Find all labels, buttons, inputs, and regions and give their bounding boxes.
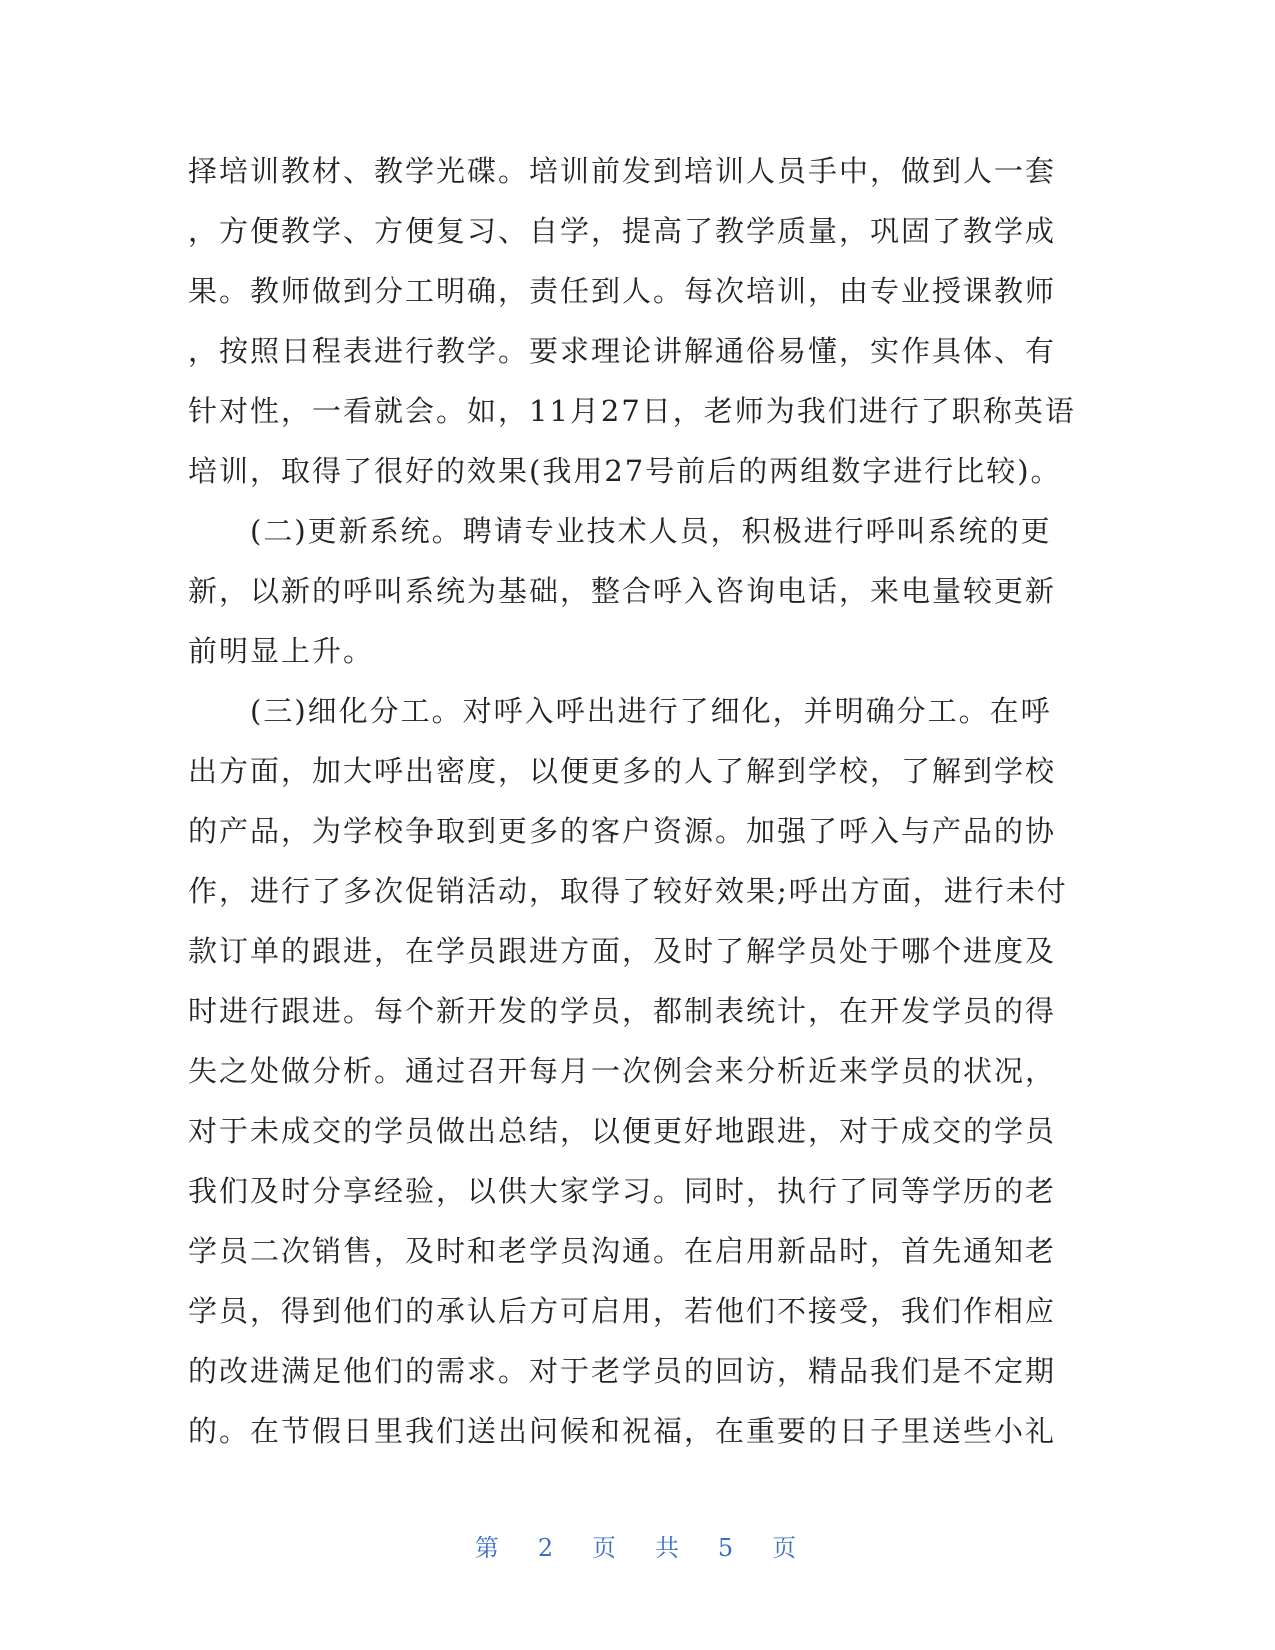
current-page-number: 2 bbox=[537, 1534, 558, 1562]
footer-page-unit: 页 bbox=[592, 1534, 621, 1562]
text-line: 择培训教材、教学光碟。培训前发到培训人员手中，做到人一套 bbox=[188, 154, 1057, 188]
text-line: 时进行跟进。每个新开发的学员，都制表统计，在开发学员的得 bbox=[188, 994, 1057, 1028]
text-line: 作，进行了多次促销活动，取得了较好效果;呼出方面，进行未付 bbox=[188, 874, 1068, 908]
total-pages-number: 5 bbox=[717, 1534, 738, 1562]
text-line: 对于未成交的学员做出总结，以便更好地跟进，对于成交的学员 bbox=[188, 1114, 1057, 1148]
text-line: 的。在节假日里我们送出问候和祝福，在重要的日子里送些小礼 bbox=[188, 1414, 1057, 1448]
footer-suffix: 页 bbox=[772, 1534, 801, 1562]
text-line: 款订单的跟进，在学员跟进方面，及时了解学员处于哪个进度及 bbox=[188, 934, 1057, 968]
text-line: 学员，得到他们的承认后方可启用，若他们不接受，我们作相应 bbox=[188, 1294, 1057, 1328]
text-line: 培训，取得了很好的效果(我用27号前后的两组数字进行比较)。 bbox=[188, 454, 1062, 488]
page-footer bbox=[0, 1528, 1275, 1563]
text-line: 我们及时分享经验，以供大家学习。同时，执行了同等学历的老 bbox=[188, 1174, 1057, 1208]
text-line: 出方面，加大呼出密度，以便更多的人了解到学校，了解到学校 bbox=[188, 754, 1057, 788]
text-line: 失之处做分析。通过召开每月一次例会来分析近来学员的状况， bbox=[188, 1054, 1057, 1088]
text-line: 前明显上升。 bbox=[188, 634, 375, 668]
footer-total-word: 共 bbox=[654, 1534, 683, 1562]
body-text bbox=[188, 141, 1076, 1461]
footer-prefix: 第 bbox=[474, 1534, 503, 1562]
text-line: 学员二次销售，及时和老学员沟通。在启用新品时，首先通知老 bbox=[188, 1234, 1057, 1268]
text-line: (二)更新系统。聘请专业技术人员，积极进行呼叫系统的更 bbox=[188, 514, 1052, 548]
text-line: 果。教师做到分工明确，责任到人。每次培训，由专业授课教师 bbox=[188, 274, 1057, 308]
text-line: ，按照日程表进行教学。要求理论讲解通俗易懂，实作具体、有 bbox=[188, 334, 1057, 368]
text-line: 针对性，一看就会。如，11月27日，老师为我们进行了职称英语 bbox=[188, 394, 1076, 428]
text-line: 的改进满足他们的需求。对于老学员的回访，精品我们是不定期 bbox=[188, 1354, 1057, 1388]
text-line: 新，以新的呼叫系统为基础，整合呼入咨询电话，来电量较更新 bbox=[188, 574, 1057, 608]
text-line: 的产品，为学校争取到更多的客户资源。加强了呼入与产品的协 bbox=[188, 814, 1057, 848]
text-line: (三)细化分工。对呼入呼出进行了细化，并明确分工。在呼 bbox=[188, 694, 1052, 728]
text-line: ，方便教学、方便复习、自学，提高了教学质量，巩固了教学成 bbox=[188, 214, 1057, 248]
